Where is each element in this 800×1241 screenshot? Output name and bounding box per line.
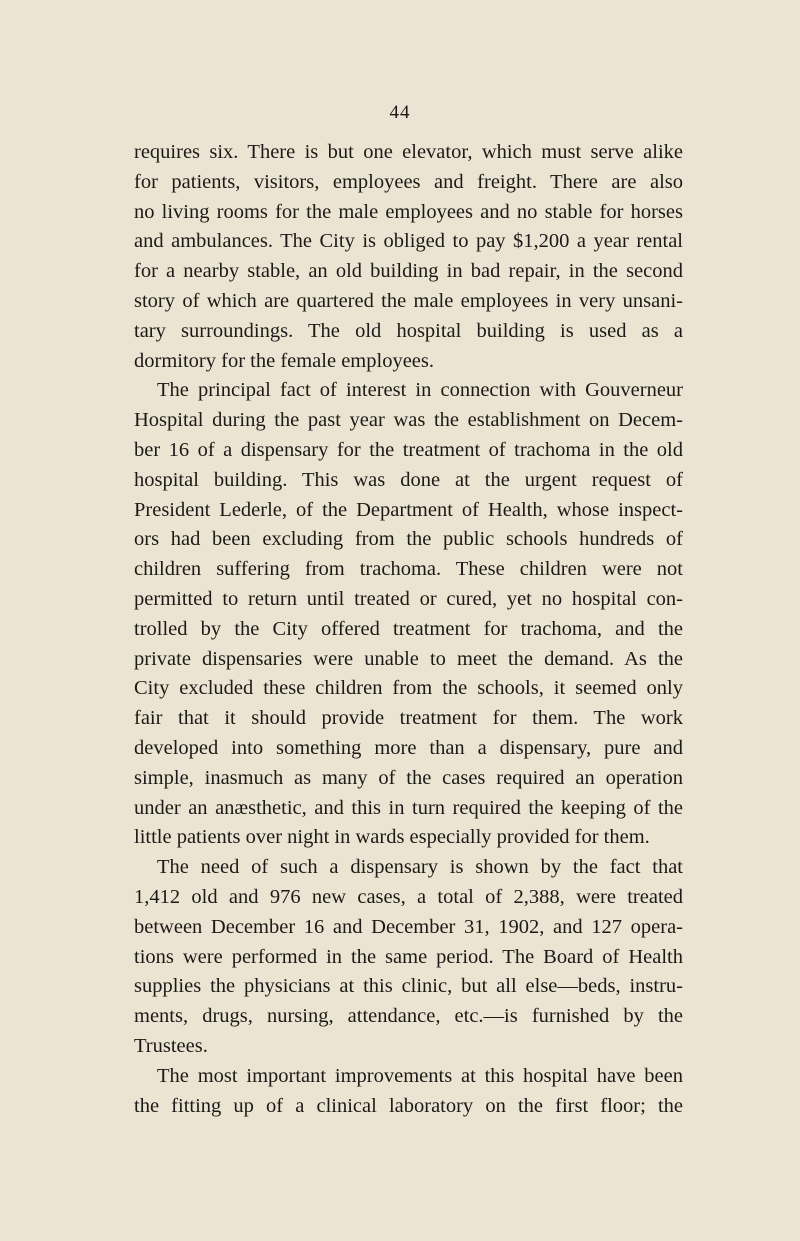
text-line: supplies the physicians at this clinic, but all else—beds, instru- xyxy=(134,975,683,998)
text-line: Hospital during the past year was the establishment on Decem- xyxy=(134,409,683,432)
text-line: little patients over night in wards especially provided for them. xyxy=(134,826,650,849)
text-line: 1,412 old and 976 new cases, a total of 2,388, were treated xyxy=(134,885,683,908)
page-number: 44 xyxy=(389,102,411,123)
text-line: tary surroundings. The old hospital building is used as a xyxy=(134,319,683,342)
text-line: tions were performed in the same period. The Board of Health xyxy=(134,945,683,968)
text-line: Trustees. xyxy=(134,1034,208,1057)
text-line: dormitory for the female employees. xyxy=(134,349,434,372)
text-line: The need of such a dispensary is shown by the fact that xyxy=(157,856,683,879)
text-line: The most important improvements at this hospital have been xyxy=(157,1064,683,1087)
text-line: private dispensaries were unable to meet the demand. As the xyxy=(134,647,683,670)
text-line: City excluded these children from the schools, it seemed only xyxy=(134,677,683,700)
text-line: between December 16 and December 31, 1902, and 127 opera- xyxy=(134,915,683,938)
text-line: under an anæsthetic, and this in turn required the keeping of the xyxy=(134,796,683,819)
text-line: President Lederle, of the Department of Health, whose inspect- xyxy=(134,498,683,521)
text-line: and ambulances. The City is obliged to pay $1,200 a year rental xyxy=(134,230,683,253)
text-line: the fitting up of a clinical laboratory on the first floor; the xyxy=(134,1094,683,1117)
text-line: ber 16 of a dispensary for the treatment of trachoma in the old xyxy=(134,438,683,461)
text-line: requires six. There is but one elevator, which must serve alike xyxy=(134,141,683,163)
text-line: hospital building. This was done at the urgent request of xyxy=(134,468,683,491)
text-line: permitted to return until treated or cured, yet no hospital con- xyxy=(134,587,683,610)
text-line: for a nearby stable, an old building in bad repair, in the second xyxy=(134,260,683,283)
text-line: fair that it should provide treatment for them. The work xyxy=(134,707,683,730)
text-line: simple, inasmuch as many of the cases required an operation xyxy=(134,766,683,789)
text-line: ments, drugs, nursing, attendance, etc.—is furnished by the xyxy=(134,1005,683,1028)
text-line: for patients, visitors, employees and freight. There are also xyxy=(134,170,683,193)
text-line: no living rooms for the male employees and no stable for horses xyxy=(134,200,683,223)
text-line: The principal fact of interest in connection with Gouverneur xyxy=(157,379,683,402)
text-line: story of which are quartered the male employees in very unsani- xyxy=(134,289,683,312)
text-line: children suffering from trachoma. These children were not xyxy=(134,558,683,581)
body-text xyxy=(134,138,683,1121)
text-line: ors had been excluding from the public schools hundreds of xyxy=(134,528,683,551)
text-line: trolled by the City offered treatment for trachoma, and the xyxy=(134,617,683,640)
text-line: developed into something more than a dispensary, pure and xyxy=(134,736,683,759)
